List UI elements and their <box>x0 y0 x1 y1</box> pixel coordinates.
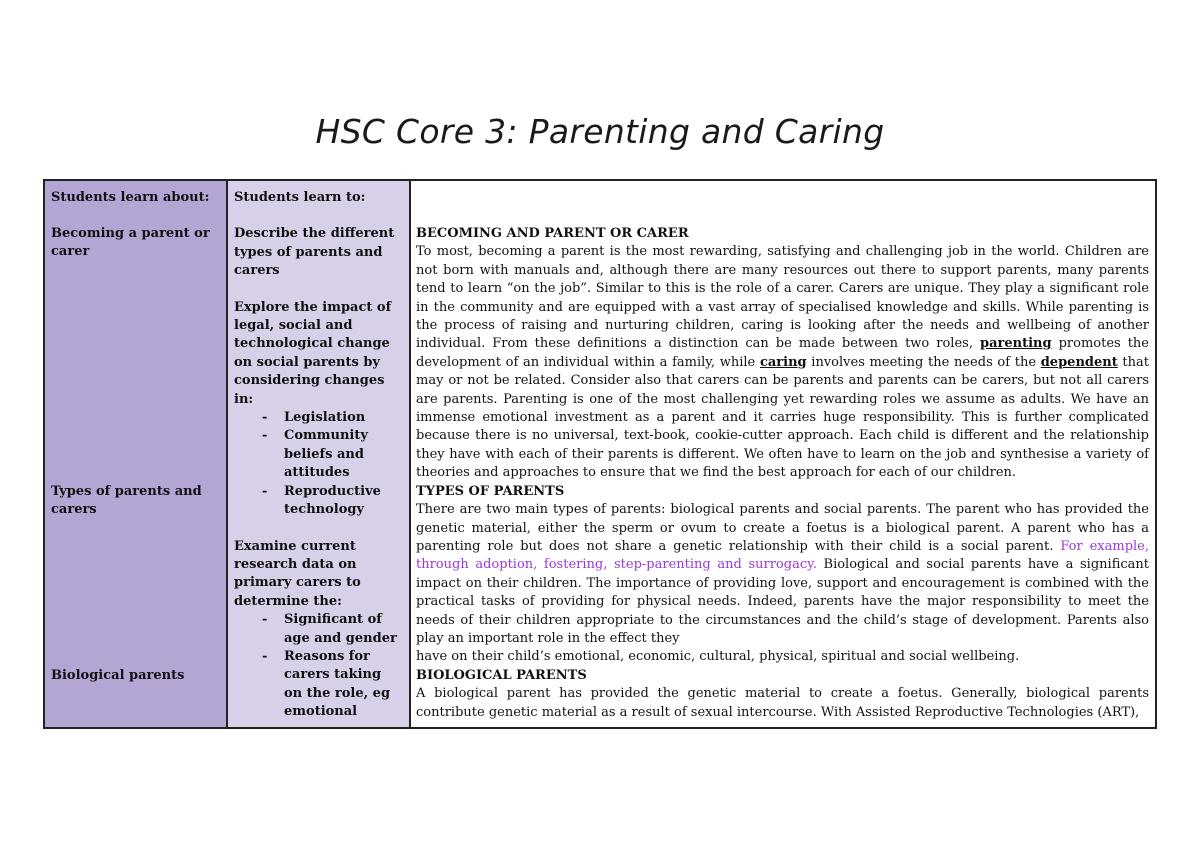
list-item: - Community beliefs and attitudes <box>234 427 402 482</box>
term-caring: caring <box>759 354 807 370</box>
page-title: HSC Core 3: Parenting and Caring <box>315 112 885 151</box>
section-body: To most, becoming a parent is the most rewarding, satisfying and challenging job in the world. Children are not born with manuals and, although there are many resources out there to support parents, many parents tend to learn “on the job”. Similar to this is the role of a carer. Carers are unique. They play a significant role in the community and are equipped with a vast array of specialised knowledge and skills. While parenting is the process of raising and nurturing children, caring is looking after the needs and wellbeing of another individual. From these definitions a distinction can be made between two roles, parenting promotes the development of an individual within a family, while caring involves meeting the needs of the dependent that may or not be related. Consider also that carers can be parents and parents can be carers, but not all carers are parents. Parenting is one of the most challenging yet rewarding roles we assume as adults. We have an immense emotional investment as a parent and it carries huge responsibility. This is further complicated because there is no universal, text-book, cookie-cutter approach. Each child is different and the relationship they have with each of their parents is different. We often have to learn on the job and synthesise a variety of theories and approaches to ensure that we find the best approach for each of our children. <box>416 244 1149 481</box>
learn-to-outcome: Describe the different types of parents and carers <box>234 226 395 279</box>
learn-about-header: Students learn about: <box>51 190 210 205</box>
section-heading: BECOMING AND PARENT OR CARER <box>416 226 689 241</box>
learn-to-outcome: Examine current research data on primary carers to determine the: <box>234 538 361 609</box>
learn-to-outcome: Explore the impact of legal, social and technological change on social parents by considering changes in: <box>234 299 392 407</box>
content-header-spacer <box>416 189 1149 207</box>
learn-about-item: Types of parents and carers <box>51 484 202 518</box>
list-item: - Reasons for carers taking on the role, eg emotional <box>234 648 402 722</box>
section-body: A biological parent has provided the genetic material to create a foetus. Generally, biological parents contribute genetic material as a result of sexual intercourse. With Assisted Reproductive Technologies (ART), <box>416 686 1149 720</box>
content-column <box>411 181 1155 727</box>
example-highlight: For example, through adoption, fostering, step-parenting and surrogacy. <box>416 538 1150 573</box>
learn-about-item: Biological parents <box>51 668 185 683</box>
term-parenting: parenting <box>979 336 1052 352</box>
section-body: There are two main types of parents: biological parents and social parents. The parent who has provided the genetic material, either the sperm or ovum to create a foetus is a biological parent. A parent who has a parenting role but does not share a genetic relationship with their child is a social parent. For example, through adoption, fostering, step-parenting and surrogacy. Biological and social parents have a significant impact on their children. The importance of providing love, support and encouragement is combined with the practical tasks of providing for physical needs. Indeed, parents have the major responsibility to meet the needs of their children appropriate to the circumstances and the child’s stage of development. Parents also play an important role in the effect they <box>416 502 1150 646</box>
term-dependent: dependent <box>1040 354 1118 370</box>
learn-about-item: Becoming a parent or carer <box>51 226 210 260</box>
learn-to-column <box>228 181 411 727</box>
research-list <box>234 611 402 721</box>
section-body: have on their child’s emotional, economic, cultural, physical, spiritual and social wellbeing. <box>416 649 1020 665</box>
section-heading: BIOLOGICAL PARENTS <box>416 667 587 683</box>
section-heading: TYPES OF PARENTS <box>416 483 565 499</box>
change-list <box>234 409 402 519</box>
learn-to-header: Students learn to: <box>234 190 366 205</box>
list-item: - Legislation <box>234 409 402 427</box>
learn-about-column <box>45 181 228 727</box>
syllabus-table <box>43 179 1157 729</box>
list-item: - Reproductive technology <box>234 483 402 520</box>
list-item: - Significant of age and gender <box>234 611 402 648</box>
